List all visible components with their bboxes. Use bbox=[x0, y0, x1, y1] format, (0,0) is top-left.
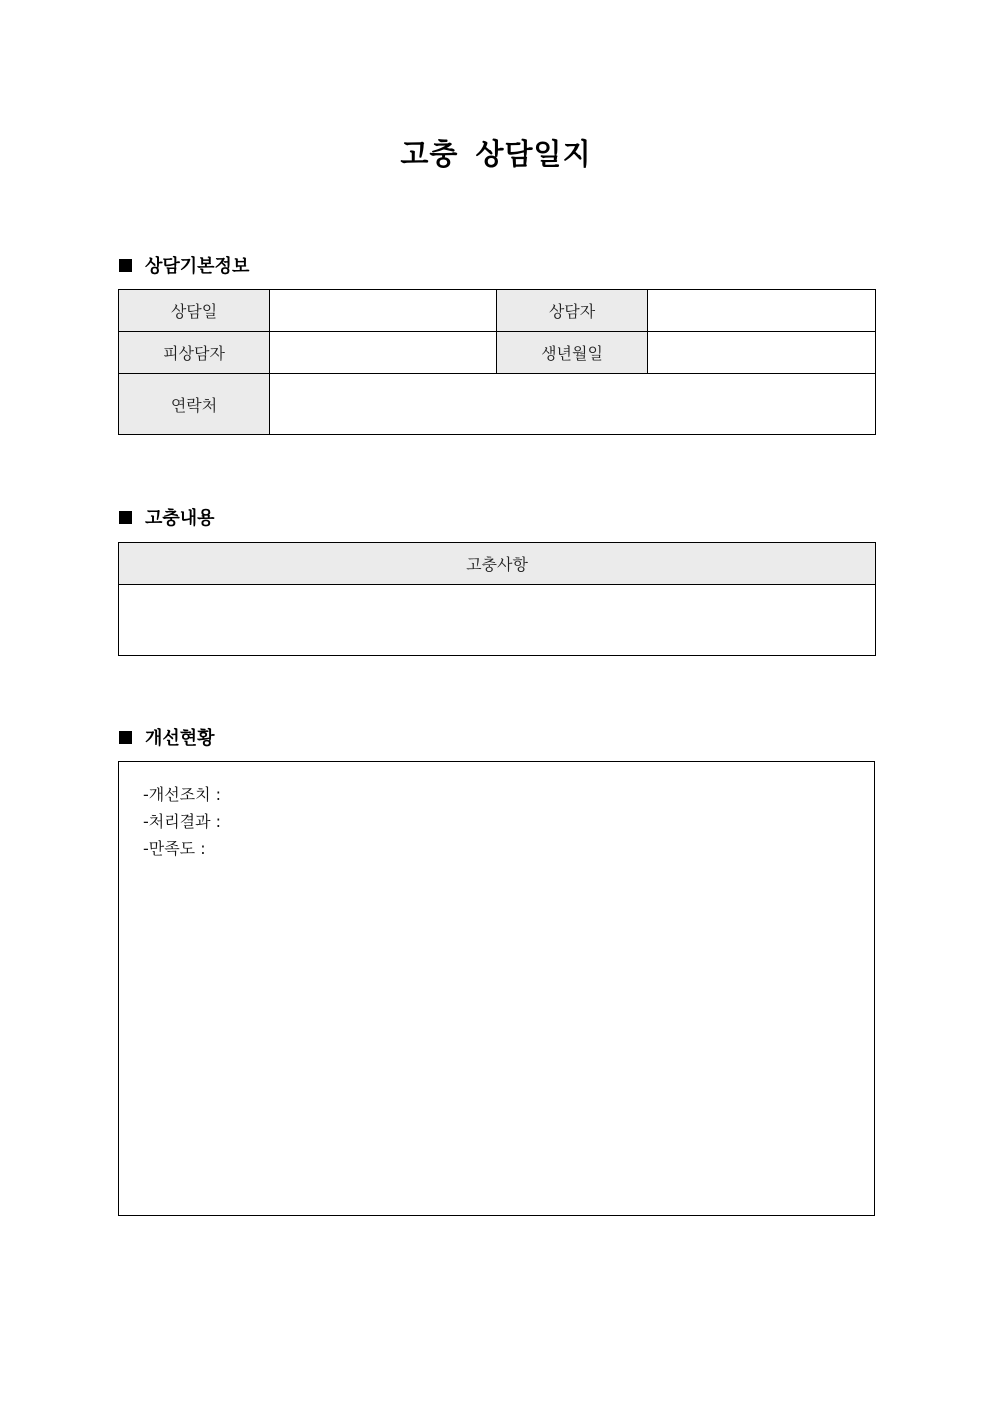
client-label: 피상담자 bbox=[119, 332, 270, 374]
processing-result-line: -처리결과 : bbox=[143, 812, 222, 831]
basic-info-table bbox=[118, 289, 876, 435]
section-heading-improvement bbox=[119, 725, 215, 749]
section-heading-label: 상담기본정보 bbox=[145, 256, 250, 277]
counsel-date-field[interactable] bbox=[270, 290, 497, 332]
birthdate-field[interactable] bbox=[648, 332, 876, 374]
counselor-field[interactable] bbox=[648, 290, 876, 332]
grievance-table bbox=[118, 542, 876, 656]
table-row bbox=[119, 290, 876, 332]
satisfaction-line: -만족도 : bbox=[143, 839, 206, 858]
section-heading-label: 고충내용 bbox=[145, 508, 215, 529]
table-row bbox=[119, 585, 876, 656]
improvement-lines bbox=[143, 781, 221, 862]
square-bullet-icon bbox=[119, 511, 132, 524]
document-title: 고충 상담일지 bbox=[400, 137, 592, 171]
table-row bbox=[119, 374, 876, 435]
grievance-content-field[interactable] bbox=[119, 585, 876, 656]
square-bullet-icon bbox=[119, 259, 132, 272]
counselor-label: 상담자 bbox=[497, 290, 648, 332]
grievance-column-header: 고충사항 bbox=[119, 543, 876, 585]
table-row bbox=[119, 332, 876, 374]
square-bullet-icon bbox=[119, 731, 132, 744]
section-heading-label: 개선현황 bbox=[145, 728, 215, 749]
contact-label: 연락처 bbox=[119, 374, 270, 435]
counsel-date-label: 상담일 bbox=[119, 290, 270, 332]
birthdate-label: 생년월일 bbox=[497, 332, 648, 374]
client-field[interactable] bbox=[270, 332, 497, 374]
improvement-box[interactable] bbox=[118, 761, 875, 1216]
contact-field[interactable] bbox=[270, 374, 876, 435]
section-heading-basic-info bbox=[119, 253, 249, 277]
improvement-action-line: -개선조치 : bbox=[143, 785, 222, 804]
section-heading-grievance bbox=[119, 505, 215, 529]
table-row bbox=[119, 543, 876, 585]
